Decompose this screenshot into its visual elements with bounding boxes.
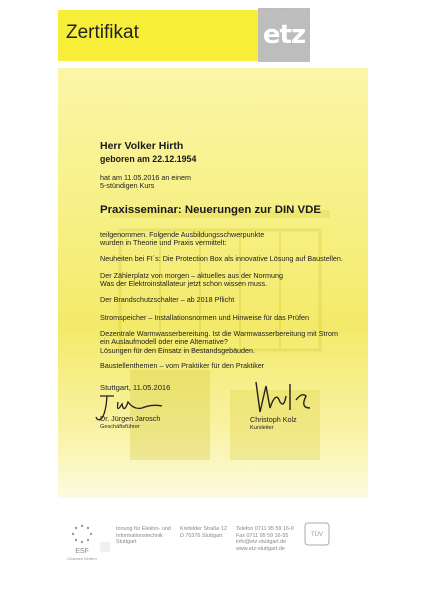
signatory-jarosch	[100, 415, 160, 432]
recipient-name: Herr Volker Hirth	[100, 140, 184, 152]
signatory-name: Christoph Kolz	[250, 415, 297, 424]
topic-line: Stromspeicher – Installationsnormen und Hinweise für das Prüfen	[100, 313, 309, 322]
footer-line: Informationstechnik	[116, 532, 163, 539]
signature-kolz	[250, 378, 314, 418]
topic-line: Der Brandschutzschalter – ab 2018 Pflicht	[100, 295, 235, 304]
footer-line: Innung für Elektro- und	[116, 526, 171, 532]
esf-subtitle: Chancen fördern	[67, 556, 97, 561]
topic-stromspeicher	[100, 314, 309, 322]
intro-text	[100, 174, 191, 191]
lead-line: teilgenommen. Folgende Ausbildungsschwerpunkte	[100, 230, 265, 239]
topic-line: Neuheiten bei FI´s: Die Protection Box als innovative Lösung auf Baustellen.	[100, 254, 343, 263]
eu-flag-icon	[100, 542, 110, 552]
logo-text: etz	[262, 20, 306, 50]
footer-line: D 70376 Stuttgart	[180, 532, 223, 539]
seminar-title: Praxisseminar: Neuerungen zur DIN VDE	[100, 204, 321, 216]
topic-line: ein Auslaufmodell oder eine Alternative?	[100, 337, 228, 347]
topic-line: Was der Elektroinstallateur jetzt schon wissen muss.	[100, 279, 268, 289]
etz-logo	[258, 8, 310, 62]
esf-logo	[62, 520, 102, 562]
tuev-seal-icon	[304, 522, 330, 546]
intro-line: 5-stündigen Kurs	[100, 181, 155, 191]
footer-line: Fax 0711 95 59 16-55	[236, 532, 289, 539]
footer-contact	[236, 526, 294, 552]
lead-line: wurden in Theorie und Praxis vermittelt:	[100, 238, 227, 248]
signatory-name: Dr. Jürgen Jarosch	[100, 414, 161, 423]
footer-line: info@etz-stuttgart.de	[236, 539, 287, 546]
footer-line: Telefon 0711 95 59 16-0	[236, 526, 294, 532]
place-date: Stuttgart, 11.05.2016	[100, 383, 171, 392]
intro-line: hat am 11.05.2016 an einem	[100, 173, 191, 182]
footer-innung	[116, 526, 171, 546]
footer-address	[180, 526, 227, 539]
topic-line: Dezentrale Warmwasserbereitung. Ist die Warmwasserbereitung mit Strom	[100, 329, 338, 338]
signatory-role: Geschäftsführer	[100, 424, 140, 431]
footer-line: www.etz-stuttgart.de	[236, 545, 285, 552]
topic-line: Lösungen für den Einsatz in Bestandsgebäuden.	[100, 345, 256, 355]
recipient-birthdate: geboren am 22.12.1954	[100, 154, 197, 164]
tuev-text: TÜV	[311, 532, 323, 538]
footer-line: Krefelder Straße 12	[180, 526, 228, 532]
topic-line: Baustellenthemen – vom Praktiker für den Praktiker	[100, 361, 265, 370]
signatory-role: Kursleiter	[250, 425, 274, 432]
lead-text	[100, 231, 264, 248]
topic-protection-box	[100, 255, 343, 263]
topic-zaehlerplatz	[100, 272, 283, 289]
esf-text: ESF	[75, 548, 89, 555]
topic-brandschutz	[100, 296, 234, 304]
topic-warmwasser	[100, 330, 338, 355]
topic-line: Der Zählerplatz von morgen – aktuelles aus der Normung	[100, 271, 283, 280]
logo-dots: · · · · · · · ·	[264, 12, 307, 18]
signatory-kolz	[250, 416, 297, 433]
topic-baustellen	[100, 362, 264, 370]
certificate-title: Zertifikat	[66, 22, 139, 43]
footer-line: Stuttgart	[116, 539, 137, 546]
